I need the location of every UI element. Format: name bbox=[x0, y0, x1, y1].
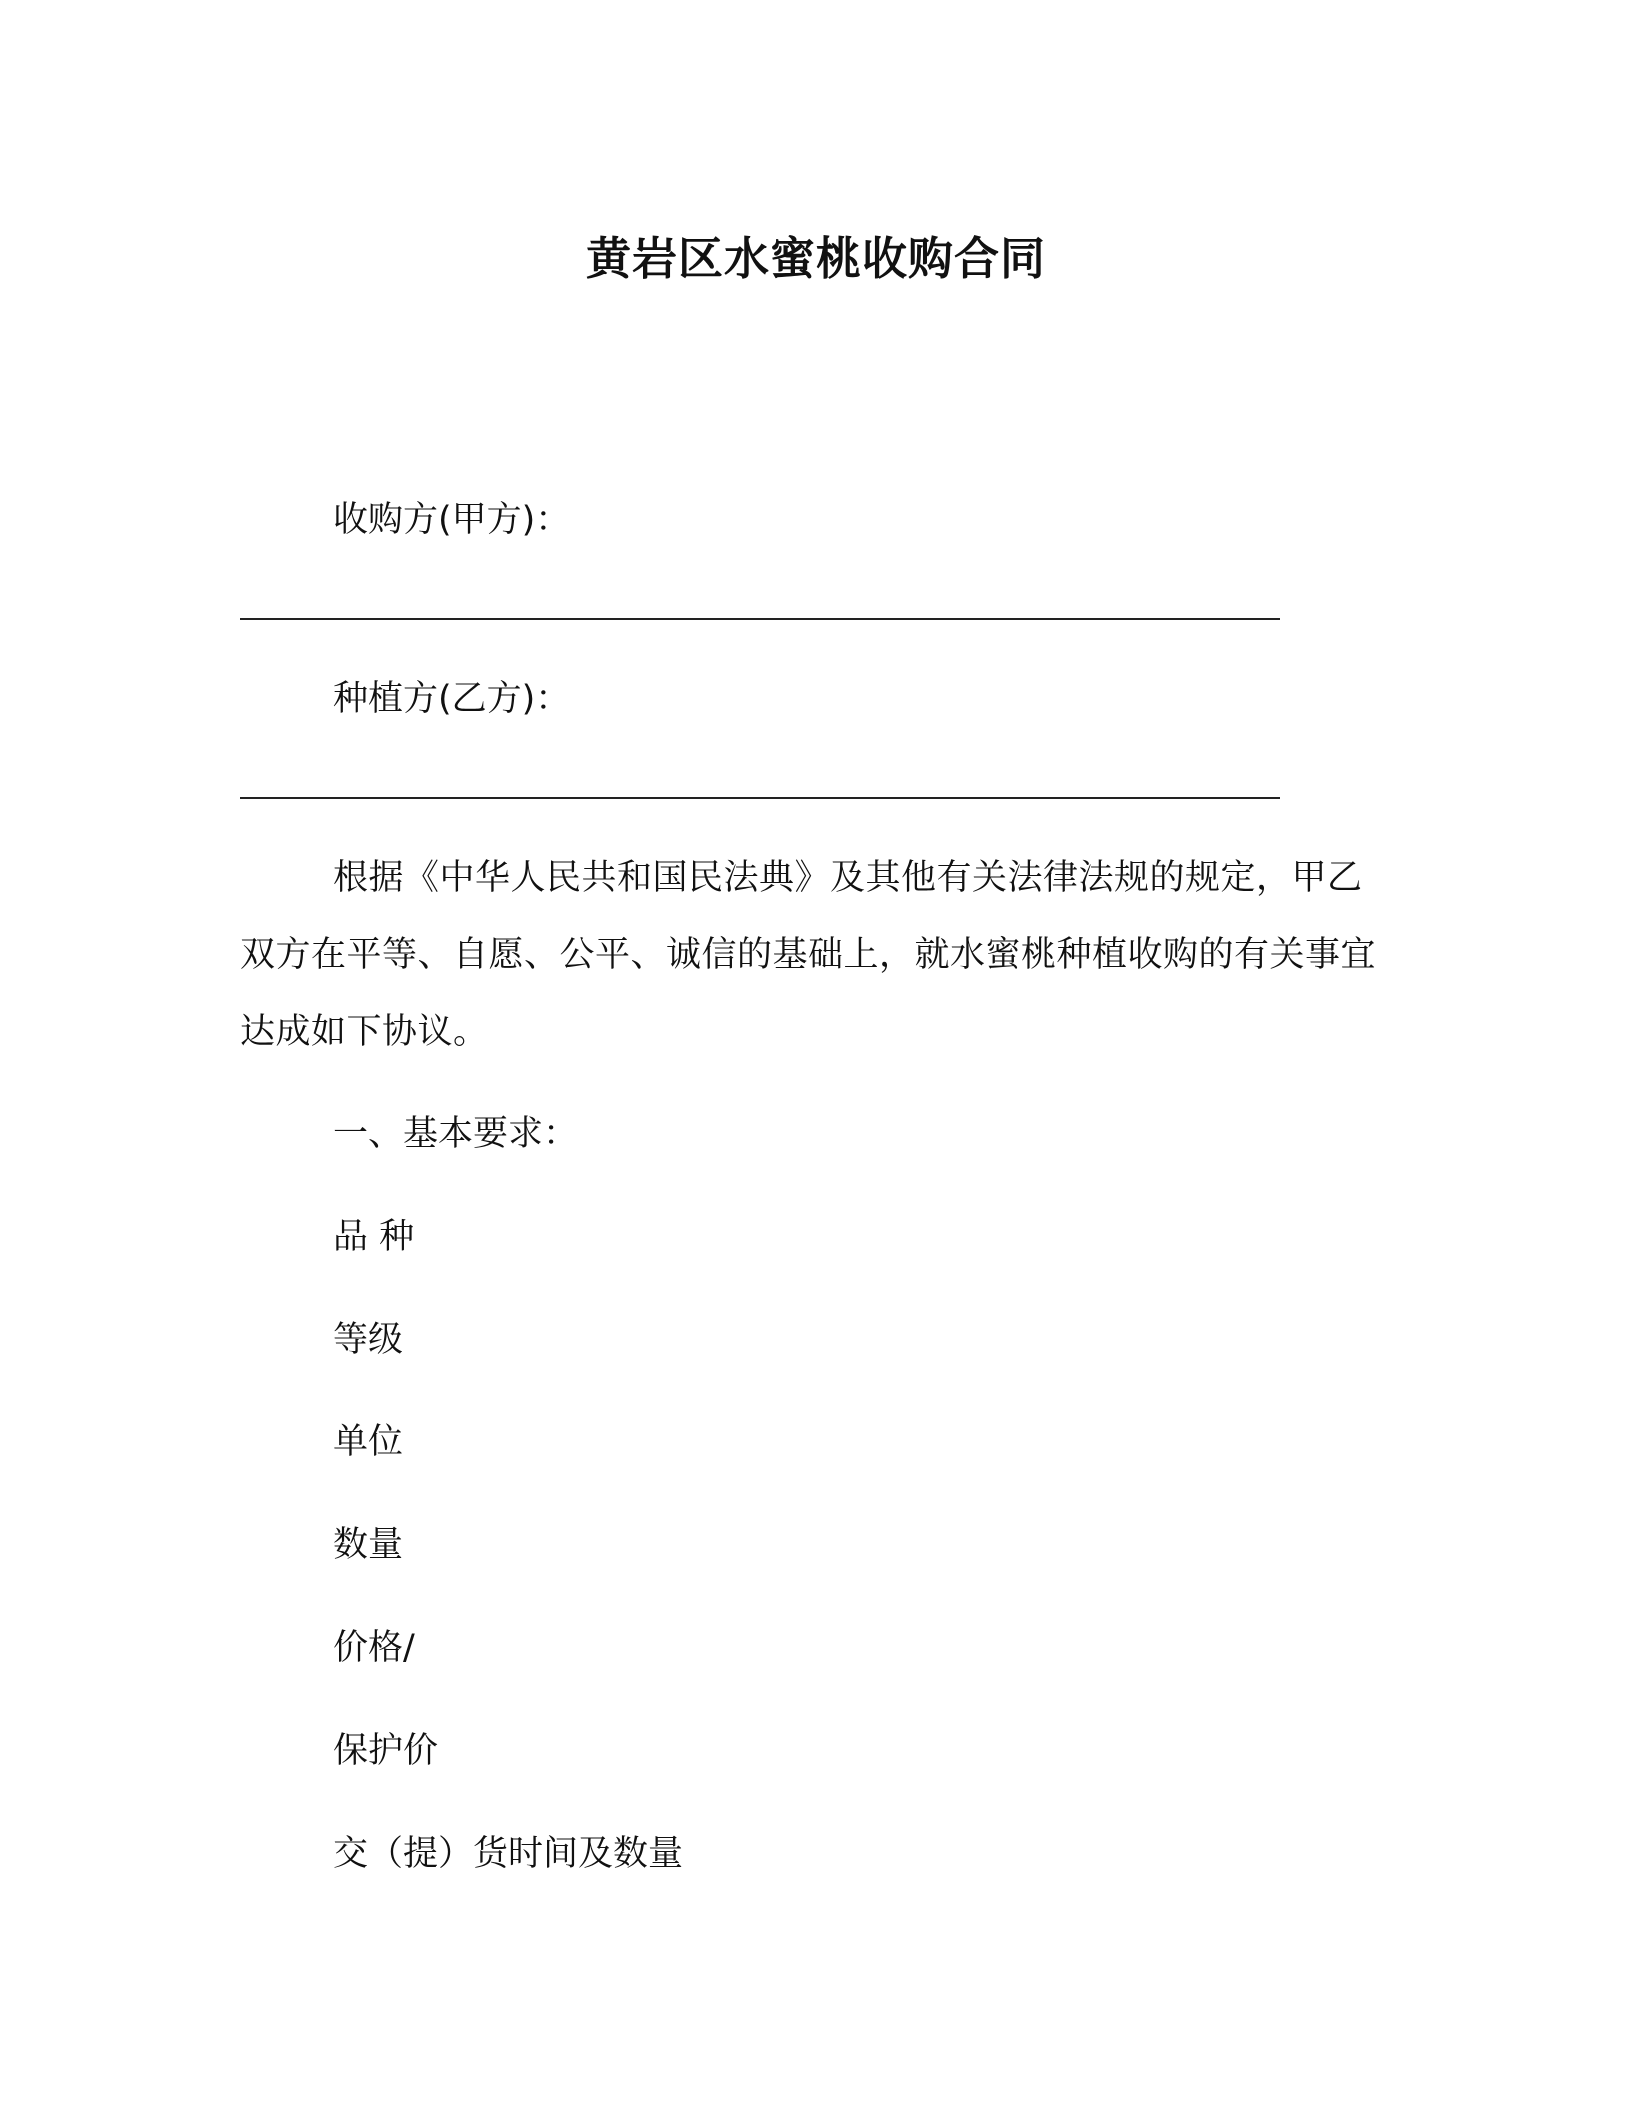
field-unit: 单位 bbox=[333, 1422, 404, 1462]
field-variety: 品 种 bbox=[333, 1217, 415, 1257]
document-title: 黄岩区水蜜桃收购合同 bbox=[585, 232, 1046, 285]
field-quantity: 数量 bbox=[333, 1525, 404, 1565]
field-price: 价格/ bbox=[333, 1628, 415, 1668]
grower-blank-line bbox=[240, 797, 1280, 799]
field-delivery-time-quantity: 交（提）货时间及数量 bbox=[333, 1834, 684, 1874]
section-heading-basic-requirements: 一、基本要求： bbox=[333, 1114, 579, 1154]
buyer-blank-line bbox=[240, 618, 1280, 620]
grower-label: 种植方(乙方)： bbox=[333, 679, 571, 719]
field-grade: 等级 bbox=[333, 1320, 404, 1360]
field-protection-price: 保护价 bbox=[333, 1731, 439, 1771]
buyer-label: 收购方(甲方)： bbox=[333, 500, 571, 540]
intro-paragraph: 根据《中华人民共和国民法典》及其他有关法律法规的规定，甲乙双方在平等、自愿、公平、诚信的基础上，就水蜜桃种植收购的有关事宜达成如下协议。 bbox=[240, 858, 1377, 1052]
